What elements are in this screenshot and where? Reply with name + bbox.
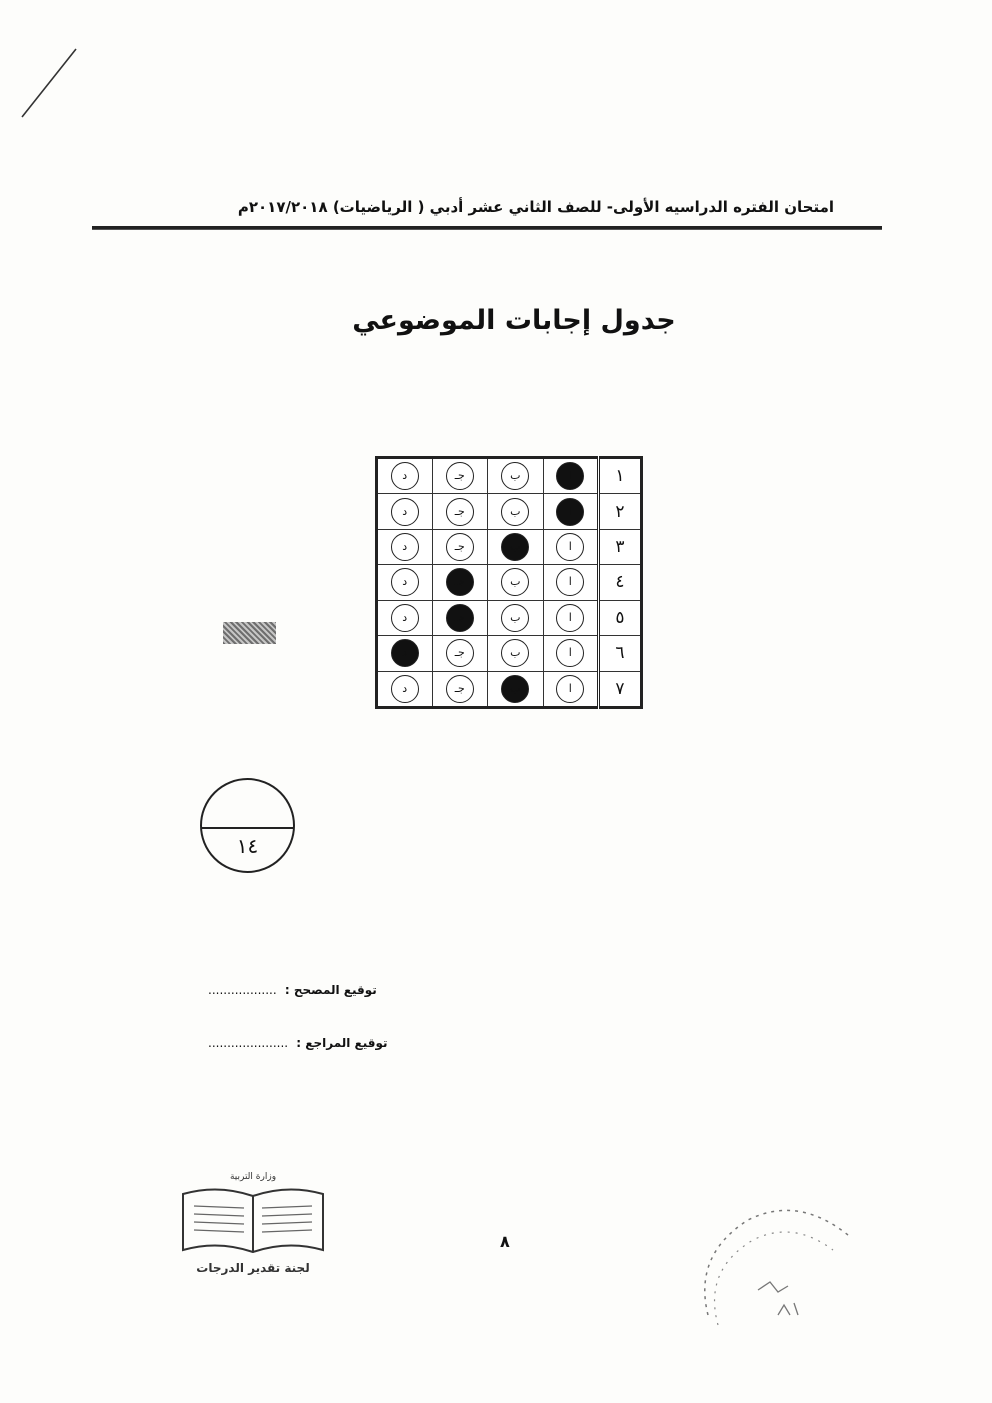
answer-cell xyxy=(488,600,544,635)
answer-cell xyxy=(488,458,544,494)
corrector-signature xyxy=(208,983,377,997)
question-number: ٦ xyxy=(599,636,642,671)
reviewer-signature-label: توقيع المراجع : xyxy=(296,1036,388,1050)
answer-row xyxy=(377,529,642,564)
answer-bubble-filled: جـ xyxy=(446,568,474,596)
answer-bubble: ا xyxy=(556,568,584,596)
answer-bubble: جـ xyxy=(446,639,474,667)
answer-bubble: ب xyxy=(501,568,529,596)
header-divider xyxy=(92,226,882,230)
answer-cell xyxy=(432,600,488,635)
answer-cell xyxy=(488,565,544,600)
answer-cell xyxy=(543,636,599,671)
answer-bubble: ا xyxy=(556,639,584,667)
answer-row xyxy=(377,671,642,707)
answer-cell xyxy=(432,529,488,564)
answer-cell xyxy=(432,458,488,494)
answer-cell xyxy=(543,494,599,529)
corrector-signature-label: توقيع المصحح : xyxy=(284,983,377,997)
answer-cell xyxy=(543,529,599,564)
answer-bubble: د xyxy=(391,498,419,526)
answer-bubble: ب xyxy=(501,462,529,490)
answer-bubble: جـ xyxy=(446,675,474,703)
answer-bubble-filled: ا xyxy=(556,462,584,490)
answer-bubble-filled: ا xyxy=(556,498,584,526)
answer-cell xyxy=(432,636,488,671)
question-number: ٢ xyxy=(599,494,642,529)
answer-cell xyxy=(488,529,544,564)
answer-cell xyxy=(377,529,433,564)
answer-cell xyxy=(377,458,433,494)
answer-bubble-filled: ب xyxy=(501,675,529,703)
answer-row xyxy=(377,565,642,600)
ministry-book-logo xyxy=(172,1172,334,1275)
answer-cell xyxy=(543,671,599,707)
answer-cell xyxy=(488,636,544,671)
answer-bubble: د xyxy=(391,675,419,703)
answer-cell xyxy=(488,494,544,529)
answer-cell xyxy=(377,600,433,635)
answer-bubble: ب xyxy=(501,498,529,526)
answer-bubble: جـ xyxy=(446,462,474,490)
answer-cell xyxy=(377,636,433,671)
answer-cell xyxy=(377,565,433,600)
answer-row xyxy=(377,458,642,494)
answer-bubble-filled: د xyxy=(391,639,419,667)
answer-bubble: ا xyxy=(556,533,584,561)
score-divider xyxy=(202,827,293,829)
answer-bubble: ب xyxy=(501,604,529,632)
answer-cell xyxy=(432,565,488,600)
answer-cell xyxy=(377,494,433,529)
reviewer-signature xyxy=(208,1036,388,1050)
small-stamp-mark xyxy=(223,622,276,644)
question-number: ٣ xyxy=(599,529,642,564)
reviewer-signature-field: ..................... xyxy=(208,1036,289,1050)
question-number: ٧ xyxy=(599,671,642,707)
answer-cell xyxy=(543,600,599,635)
score-value: ١٤ xyxy=(236,834,259,858)
answer-cell xyxy=(377,671,433,707)
answer-cell xyxy=(543,565,599,600)
answer-bubble: د xyxy=(391,568,419,596)
answer-bubble: ب xyxy=(501,639,529,667)
answer-bubble: جـ xyxy=(446,533,474,561)
answer-cell xyxy=(488,671,544,707)
page-title: جدول إجابات الموضوعي xyxy=(352,305,676,336)
score-circle xyxy=(200,778,295,873)
page-number: ٨ xyxy=(500,1232,510,1251)
corrector-signature-field: .................. xyxy=(208,983,277,997)
answer-bubble: جـ xyxy=(446,498,474,526)
answer-bubble: د xyxy=(391,604,419,632)
answer-bubble-filled: ب xyxy=(501,533,529,561)
answer-table xyxy=(375,456,643,709)
answer-row xyxy=(377,600,642,635)
pen-stroke-mark xyxy=(18,45,80,120)
logo-bottom-text: لجنة تقدير الدرجات xyxy=(196,1261,310,1275)
answer-bubble: د xyxy=(391,462,419,490)
answer-row xyxy=(377,494,642,529)
answer-bubble: ا xyxy=(556,604,584,632)
official-seal-stamp xyxy=(688,1195,858,1340)
open-book-icon xyxy=(178,1184,328,1256)
answer-cell xyxy=(432,494,488,529)
logo-top-text: وزارة التربية xyxy=(229,1172,277,1182)
answer-row xyxy=(377,636,642,671)
answer-cell xyxy=(432,671,488,707)
answer-bubble: ا xyxy=(556,675,584,703)
answer-cell xyxy=(543,458,599,494)
question-number: ١ xyxy=(599,458,642,494)
answer-bubble-filled: جـ xyxy=(446,604,474,632)
answer-bubble: د xyxy=(391,533,419,561)
question-number: ٤ xyxy=(599,565,642,600)
question-number: ٥ xyxy=(599,600,642,635)
exam-header-title: امتحان الفتره الدراسيه الأولى- للصف الثاني عشر أدبي ( الرياضيات) ٢٠١٧/٢٠١٨م xyxy=(237,198,834,216)
